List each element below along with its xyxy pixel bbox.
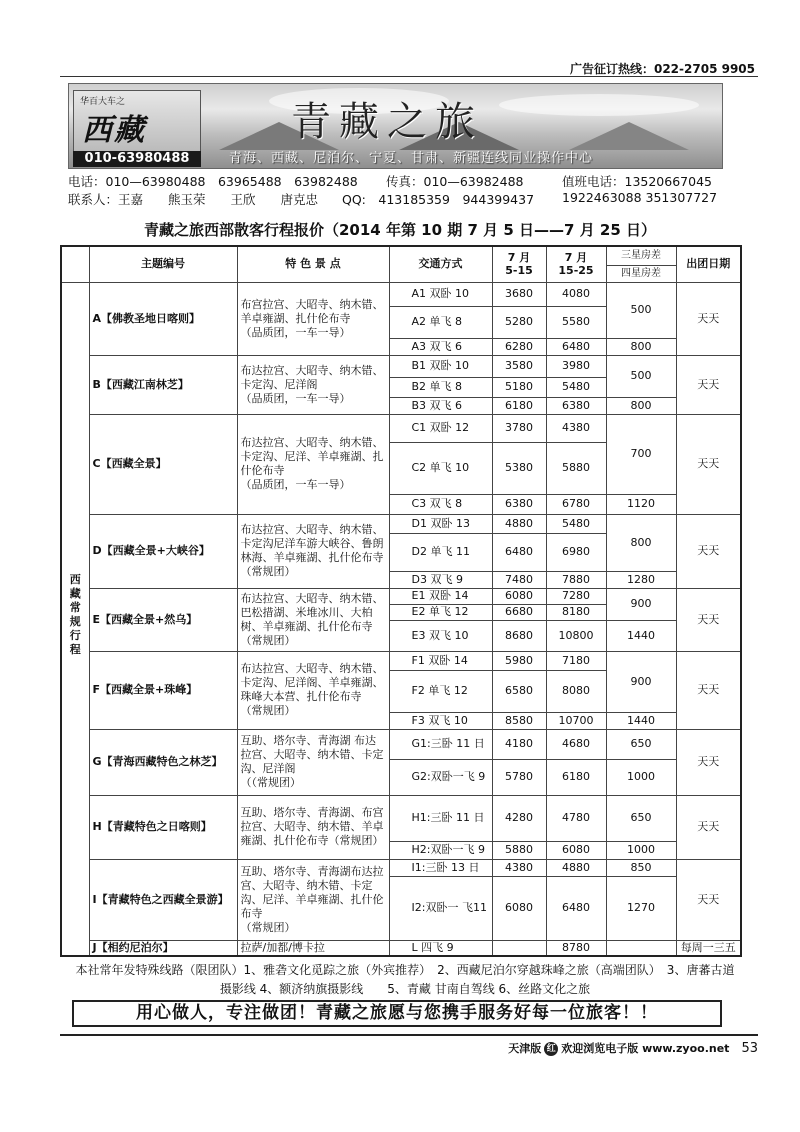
header-three-star: 三星房差 xyxy=(606,246,676,265)
route-theme: I【青藏特色之西藏全景游】 xyxy=(89,859,237,940)
page-footer xyxy=(508,1040,758,1056)
transport-option: B3 双飞 6 xyxy=(389,397,492,414)
banner-title: 青藏之旅 xyxy=(291,99,483,145)
table-row xyxy=(61,940,741,956)
ad-hotline: 广告征订热线：022-2705 9905 xyxy=(569,62,755,76)
price-late-july: 6980 xyxy=(546,533,606,571)
price-late-july: 6380 xyxy=(546,397,606,414)
transport-option: C1 双卧 12 xyxy=(389,414,492,442)
transport-option: A1 双卧 10 xyxy=(389,282,492,306)
page-title: 青藏之旅西部散客行程报价（2014 年第 10 期 7 月 5 日——7 月 25 日） xyxy=(143,221,657,239)
route-scenic: 布达拉宫、大昭寺、纳木错、卡定沟、尼洋、羊卓雍湖、扎什伦布寺 （品质团，一车一导） xyxy=(237,414,389,514)
three-star-diff: 700 xyxy=(606,414,676,494)
route-theme: A【佛教圣地日喀则】 xyxy=(89,282,237,355)
transport-option: F1 双卧 14 xyxy=(389,651,492,670)
header-price-1: 7 月 5-15 xyxy=(492,246,546,282)
category-blank xyxy=(61,246,89,282)
table-row xyxy=(61,282,741,306)
route-scenic: 布宫拉宫、大昭寺、纳木错、羊卓雍湖、扎什伦布寺 （品质团，一车一导） xyxy=(237,282,389,355)
header-scenic: 特 色 景 点 xyxy=(237,246,389,282)
price-early-july xyxy=(492,940,546,956)
transport-option: I2:双卧一 飞11 xyxy=(389,876,492,940)
table-row xyxy=(61,729,741,759)
phone-numbers: 电话：010—63980488 63965488 63982488 xyxy=(68,174,358,189)
header-depart: 出团日期 xyxy=(676,246,741,282)
logo-big-text: 西藏 xyxy=(82,113,146,148)
logo-small-text: 华百大车之 xyxy=(80,97,126,107)
transport-option: C2 单飞 10 xyxy=(389,442,492,494)
duty-phone: 值班电话：13520667045 xyxy=(562,174,712,189)
price-late-july: 6480 xyxy=(546,338,606,355)
price-early-july: 6280 xyxy=(492,338,546,355)
price-early-july: 8580 xyxy=(492,712,546,729)
bottom-divider xyxy=(60,1034,758,1036)
three-star-diff: 650 xyxy=(606,729,676,759)
transport-option: C3 双飞 8 xyxy=(389,494,492,514)
three-star-diff: 500 xyxy=(606,355,676,397)
route-scenic: 布达拉宫、大昭寺、纳木错、卡定沟、尼洋阁、羊卓雍湖、珠峰大本营、扎什伦布寺 （常规团） xyxy=(237,651,389,729)
depart-schedule: 天天 xyxy=(676,355,741,414)
transport-option: D1 双卧 13 xyxy=(389,514,492,533)
route-theme: E【西藏全景+然乌】 xyxy=(89,588,237,651)
depart-schedule: 天天 xyxy=(676,859,741,940)
category-label: 西 藏 常 规 行 程 xyxy=(61,282,89,956)
route-theme: D【西藏全景+大峡谷】 xyxy=(89,514,237,588)
transport-option: I1:三卧 13 日 xyxy=(389,859,492,876)
price-late-july: 8780 xyxy=(546,940,606,956)
price-early-july: 3580 xyxy=(492,355,546,377)
price-late-july: 7880 xyxy=(546,571,606,588)
route-scenic: 互助、塔尔寺、青海湖 布达拉宫、大昭寺、纳木错、卡定沟、尼洋阁 （（常规团） xyxy=(237,729,389,795)
price-early-july: 3680 xyxy=(492,282,546,306)
itinerary-table xyxy=(60,245,742,957)
price-late-july: 4780 xyxy=(546,795,606,841)
route-scenic: 布达拉宫、大昭寺、纳木错、卡定沟、尼洋阁 （品质团，一车一导） xyxy=(237,355,389,414)
edition-badge: 红 xyxy=(544,1042,558,1056)
price-early-july: 6680 xyxy=(492,604,546,620)
price-late-july: 5480 xyxy=(546,514,606,533)
price-late-july: 5480 xyxy=(546,377,606,397)
price-late-july: 8180 xyxy=(546,604,606,620)
price-early-july: 4280 xyxy=(492,795,546,841)
route-theme: C【西藏全景】 xyxy=(89,414,237,514)
price-early-july: 5880 xyxy=(492,841,546,859)
four-star-diff: 1280 xyxy=(606,571,676,588)
four-star-diff: 1120 xyxy=(606,494,676,514)
route-scenic: 布达拉宫、大昭寺、纳木错、卡定沟尼洋车游大峡谷、鲁朗林海、羊卓雍湖、扎什伦布寺（常规团） xyxy=(237,514,389,588)
price-early-july: 5980 xyxy=(492,651,546,670)
route-theme: H【青藏特色之日喀则】 xyxy=(89,795,237,859)
header-four-star: 四星房差 xyxy=(606,265,676,282)
price-late-july: 4080 xyxy=(546,282,606,306)
edition-label: 天津版 xyxy=(508,1042,542,1055)
four-star-diff: 1440 xyxy=(606,620,676,651)
price-late-july: 6180 xyxy=(546,759,606,795)
price-late-july: 3980 xyxy=(546,355,606,377)
banner-phone: 010-63980488 xyxy=(73,151,201,167)
transport-option: F3 双飞 10 xyxy=(389,712,492,729)
price-early-july: 5280 xyxy=(492,306,546,338)
price-late-july: 4380 xyxy=(546,414,606,442)
slogan-box: 用心做人，专注做团！青藏之旅愿与您携手服务好每一位旅客！！ xyxy=(72,1000,722,1027)
price-late-july: 6080 xyxy=(546,841,606,859)
price-early-july: 7480 xyxy=(492,571,546,588)
transport-option: A2 单飞 8 xyxy=(389,306,492,338)
price-early-july: 6480 xyxy=(492,533,546,571)
table-row xyxy=(61,651,741,670)
qq-numbers: QQ: 413185359 944399437 xyxy=(342,192,535,207)
transport-option: H2:双卧一飞 9 xyxy=(389,841,492,859)
price-late-july: 10700 xyxy=(546,712,606,729)
depart-schedule: 天天 xyxy=(676,795,741,859)
four-star-diff: 1000 xyxy=(606,759,676,795)
price-late-july: 8080 xyxy=(546,670,606,712)
table-row xyxy=(61,414,741,442)
route-scenic: 拉萨/加都/博卡拉 xyxy=(237,940,389,956)
depart-schedule: 天天 xyxy=(676,588,741,651)
route-scenic: 互助、塔尔寺、青海湖、布宫拉宫、大昭寺、纳木错、羊卓雍湖、扎什伦布寺（常规团） xyxy=(237,795,389,859)
three-star-diff: 800 xyxy=(606,514,676,571)
route-theme: G【青海西藏特色之林芝】 xyxy=(89,729,237,795)
banner-subtitle: 青海、西藏、尼泊尔、宁夏、甘肃、新疆连线同业操作中心 xyxy=(229,151,594,166)
special-routes-note: 本社常年发特殊线路（限团队）1、雅砻文化觅踪之旅（外宾推荐） 2、西藏尼泊尔穿越珠峰之旅（高端团队） 3、唐蕃古道摄影线 4、额济纳旗摄影线 5、青藏 甘南自驾线 6、丝路文化之旅 xyxy=(75,963,735,996)
three-star-diff: 500 xyxy=(606,282,676,338)
transport-option: E2 单飞 12 xyxy=(389,604,492,620)
price-late-july: 5580 xyxy=(546,306,606,338)
depart-schedule: 天天 xyxy=(676,414,741,514)
four-star-diff: 1000 xyxy=(606,841,676,859)
price-early-july: 8680 xyxy=(492,620,546,651)
four-star-diff: 800 xyxy=(606,338,676,355)
route-theme: F【西藏全景+珠峰】 xyxy=(89,651,237,729)
three-star-diff: 650 xyxy=(606,795,676,841)
price-late-july: 6480 xyxy=(546,876,606,940)
table-row xyxy=(61,795,741,841)
transport-option: B1 双卧 10 xyxy=(389,355,492,377)
price-early-july: 4380 xyxy=(492,859,546,876)
three-star-diff: 900 xyxy=(606,651,676,712)
three-star-diff xyxy=(606,940,676,956)
four-star-diff: 1270 xyxy=(606,876,676,940)
transport-option: L 四飞 9 xyxy=(389,940,492,956)
price-late-july: 4680 xyxy=(546,729,606,759)
itinerary-body xyxy=(61,246,741,956)
four-star-diff: 1440 xyxy=(606,712,676,729)
price-early-july: 6180 xyxy=(492,397,546,414)
price-early-july: 6080 xyxy=(492,876,546,940)
price-early-july: 6380 xyxy=(492,494,546,514)
price-early-july: 5780 xyxy=(492,759,546,795)
price-late-july: 7180 xyxy=(546,651,606,670)
transport-option: G2:双卧一飞 9 xyxy=(389,759,492,795)
transport-option: H1:三卧 11 日 xyxy=(389,795,492,841)
table-row xyxy=(61,514,741,533)
four-star-diff: 800 xyxy=(606,397,676,414)
price-early-july: 6580 xyxy=(492,670,546,712)
depart-schedule: 天天 xyxy=(676,729,741,795)
transport-option: D3 双飞 9 xyxy=(389,571,492,588)
depart-schedule: 天天 xyxy=(676,282,741,355)
header-theme: 主题编号 xyxy=(89,246,237,282)
transport-option: D2 单飞 11 xyxy=(389,533,492,571)
price-early-july: 4180 xyxy=(492,729,546,759)
transport-option: E1 双卧 14 xyxy=(389,588,492,604)
header-price-2: 7 月 15-25 xyxy=(546,246,606,282)
route-theme: J【相约尼泊尔】 xyxy=(89,940,237,956)
price-late-july: 4880 xyxy=(546,859,606,876)
price-early-july: 3780 xyxy=(492,414,546,442)
table-row xyxy=(61,355,741,377)
transport-option: G1:三卧 11 日 xyxy=(389,729,492,759)
price-late-july: 7280 xyxy=(546,588,606,604)
route-scenic: 互助、塔尔寺、青海湖布达拉宫、大昭寺、纳木错、卡定沟、尼洋、羊卓雍湖、扎什伦布寺 （常规团） xyxy=(237,859,389,940)
header-banner xyxy=(68,83,723,169)
transport-option: F2 单飞 12 xyxy=(389,670,492,712)
three-star-diff: 850 xyxy=(606,859,676,876)
table-row xyxy=(61,859,741,876)
price-early-july: 5380 xyxy=(492,442,546,494)
price-early-july: 4880 xyxy=(492,514,546,533)
price-late-july: 6780 xyxy=(546,494,606,514)
transport-option: A3 双飞 6 xyxy=(389,338,492,355)
header-transport: 交通方式 xyxy=(389,246,492,282)
transport-option: B2 单飞 8 xyxy=(389,377,492,397)
brand-logo xyxy=(73,90,201,152)
fax-number: 传真：010—63982488 xyxy=(386,174,524,189)
route-theme: B【西藏江南林芝】 xyxy=(89,355,237,414)
depart-schedule: 天天 xyxy=(676,651,741,729)
qq-numbers-2: 1922463088 351307727 xyxy=(562,190,718,205)
top-divider xyxy=(60,76,758,77)
table-row xyxy=(61,588,741,604)
depart-schedule: 天天 xyxy=(676,514,741,588)
price-early-july: 6080 xyxy=(492,588,546,604)
transport-option: E3 双飞 10 xyxy=(389,620,492,651)
contact-people: 联系人：王嘉 熊玉荣 王欣 唐克忠 xyxy=(68,192,319,207)
three-star-diff: 900 xyxy=(606,588,676,620)
price-late-july: 5880 xyxy=(546,442,606,494)
price-early-july: 5180 xyxy=(492,377,546,397)
depart-schedule: 每周一三五 xyxy=(676,940,741,956)
page-number: 53 xyxy=(741,1041,758,1056)
route-scenic: 布达拉宫、大昭寺、纳木错、巴松措湖、米堆冰川、大柏树、羊卓雍湖、扎什伦布寺 （常规团） xyxy=(237,588,389,651)
price-late-july: 10800 xyxy=(546,620,606,651)
footer-welcome: 欢迎浏览电子版 www.zyoo.net xyxy=(561,1042,730,1055)
